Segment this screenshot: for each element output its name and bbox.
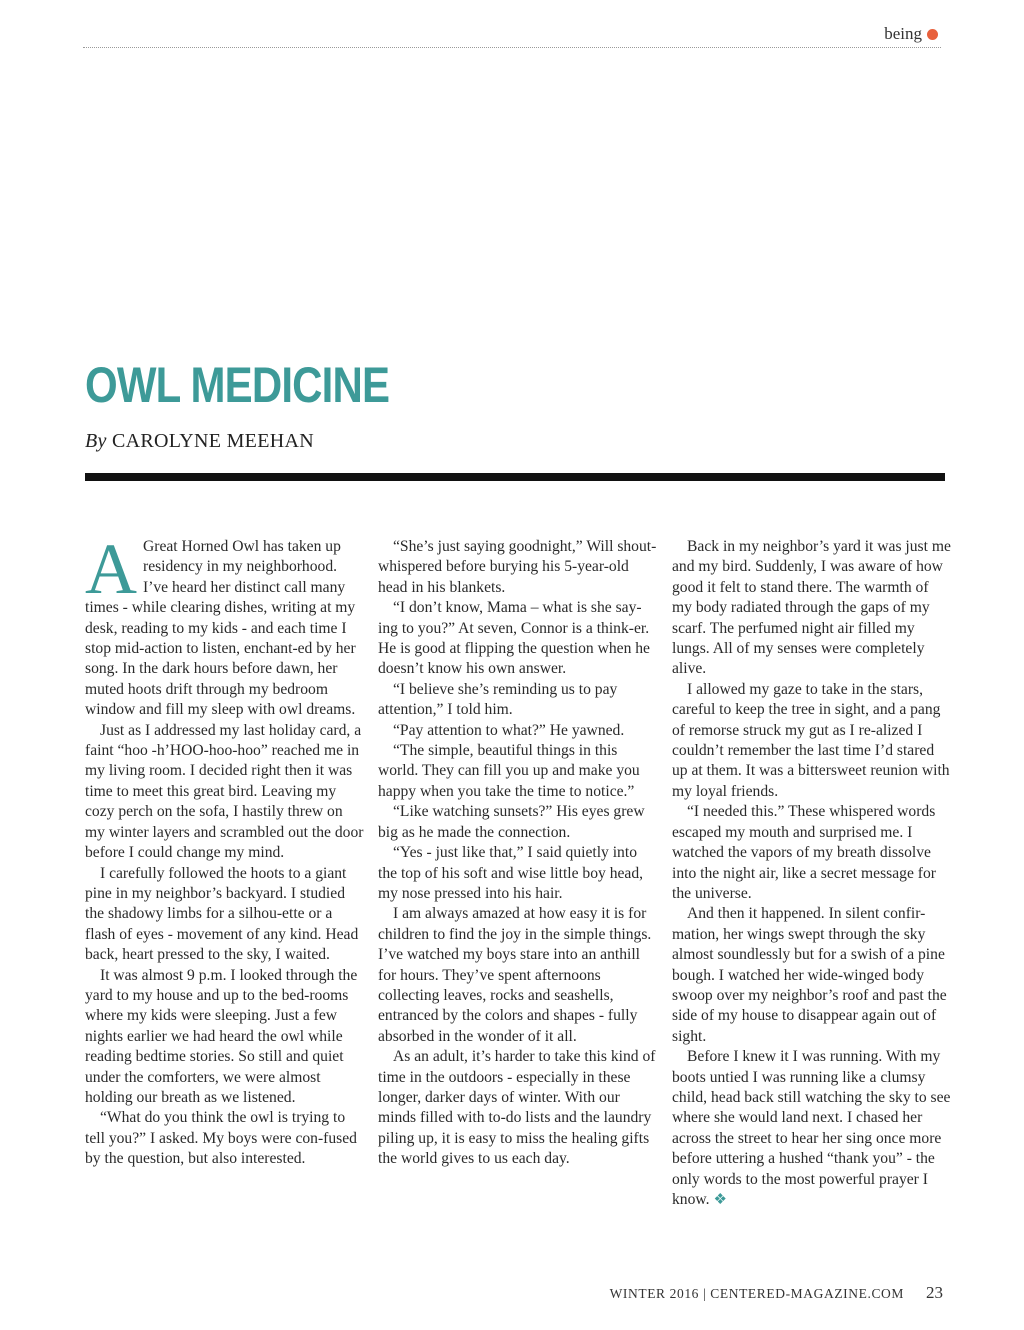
article-paragraph: “The simple, beautiful things in this world. They can fill you up and make you happy when you take the time to notice.” [378,742,640,800]
page-footer [610,1283,943,1303]
article-paragraph: “Like watching sunsets?” His eyes grew big as he made the connection. [378,803,645,841]
page-number: 23 [926,1283,943,1302]
footer-issue: WINTER 2016 | CENTERED-MAGAZINE.COM [609,1286,904,1301]
section-dot-icon [927,29,938,40]
article-column-3 [672,537,952,1210]
article-column-2 [378,537,658,1170]
article-paragraph: “She’s just saying goodnight,” Will shout-whispered before burying his 5-year-old head in his blankets. [378,538,657,596]
header-divider [83,47,941,48]
article-title: OWL MEDICINE [85,357,390,413]
article-paragraph: “What do you think the owl is trying to tell you?” I asked. My boys were con-fused by the question, but also interested. [85,1109,357,1168]
article-paragraph: “I don’t know, Mama – what is she say-ing to you?” At seven, Connor is a think-er. He is good at flipping the question when he doesn’t know his own answer. [378,599,650,678]
author-name: CAROLYNE MEEHAN [112,430,314,452]
drop-cap: A [85,529,137,609]
article-paragraph: I allowed my gaze to take in the stars, careful to keep the tree in sight, and a pang of remorse struck my gut as I re-alized I couldn’t remember the last time I’d stared up at them. It was a bittersweet reunion with my loyal friends. [672,680,950,800]
article-paragraph: Just as I addressed my last holiday card, a faint “hoo -h’HOO-hoo-hoo” reached me in my living room. I decided right then it was time to meet this great bird. Leaving my cozy perch on the sofa, I hastily threw on my winter layers and scrambled out the door before I could change my mind. [85,721,364,862]
article-paragraph: Before I knew it I was running. With my boots untied I was running like a clumsy child, head back still watching the sky to see where she would land next. I chased her across the street to hear her sing once more before uttering a hushed “thank you” - the only words to the most powerful prayer I know. ❖ [672,1048,951,1208]
article-paragraph: As an adult, it’s harder to take this kind of time in the outdoors - especially in these longer, darker days of winter. With our minds filled with to-do lists and the laundry piling up, it is easy to miss the healing gifts the world gives to us each day. [378,1048,656,1168]
article-paragraph: I am always amazed at how easy it is for children to find the joy in the simple things. I’ve watched my boys stare into an anthill for hours. They’ve spent afternoons collecting leaves, rocks and seashells, entranced by the colors and shapes - fully absorbed in the wonder of it all. [378,905,652,1045]
article-paragraph: “I needed this.” These whispered words escaped my mouth and surprised me. I watched the vapors of my breath dissolve into the night air, like a secret message for the universe. [672,803,936,902]
article-paragraph: Back in my neighbor’s yard it was just me and my bird. Suddenly, I was aware of how good it felt to stand there. The warmth of my body radiated through the gaps of my scarf. The perfumed night air filled my lungs. All of my senses were completely alive. [672,538,951,678]
section-name: being [884,24,922,43]
article-paragraph: I carefully followed the hoots to a giant pine in my neighbor’s backyard. I studied the shadowy limbs for a silhou-ette or a flash of eyes - movement of any kind. Head back, heart pressed to the sky, I waited. [85,864,359,964]
article-paragraph: And then it happened. In silent confir-mation, her wings swept through the sky almost soundlessly but for a swish of a pine bough. I watched her wide-winged body swoop over my neighbor’s roof and past the side of my house to disappear again out of sight. [672,905,947,1045]
byline [85,430,314,453]
section-label [884,24,938,44]
article-paragraph: “Pay attention to what?” He yawned. [393,721,625,739]
article-paragraph: “Yes - just like that,” I said quietly into the top of his soft and wise little boy head, my nose pressed into his hair. [378,844,644,902]
article-column-1 [85,529,365,1170]
article-paragraph: “I believe she’s reminding us to pay attention,” I told him. [378,680,618,719]
article-paragraph: A Great Horned Owl has taken up residency in my neighborhood. I’ve heard her distinct call many times - while clearing dishes, writing at my desk, reading to my kids - and each time I stop mid-action to listen, enchant-ed by her song. In the dark hours before dawn, her muted hoots drift through my bedroom window and fill my sleep with owl dreams. [85,529,356,719]
article-paragraph: It was almost 9 p.m. I looked through the yard to my house and up to the bed-rooms where my kids were sleeping. Just a few nights earlier we had heard the owl while reading bedtime stories. So still and quiet under the comforters, we were almost holding our breath as we listened. [85,966,358,1106]
title-divider [85,473,945,481]
byline-prefix: By [85,430,107,452]
end-mark-icon: ❖ [713,1192,727,1208]
